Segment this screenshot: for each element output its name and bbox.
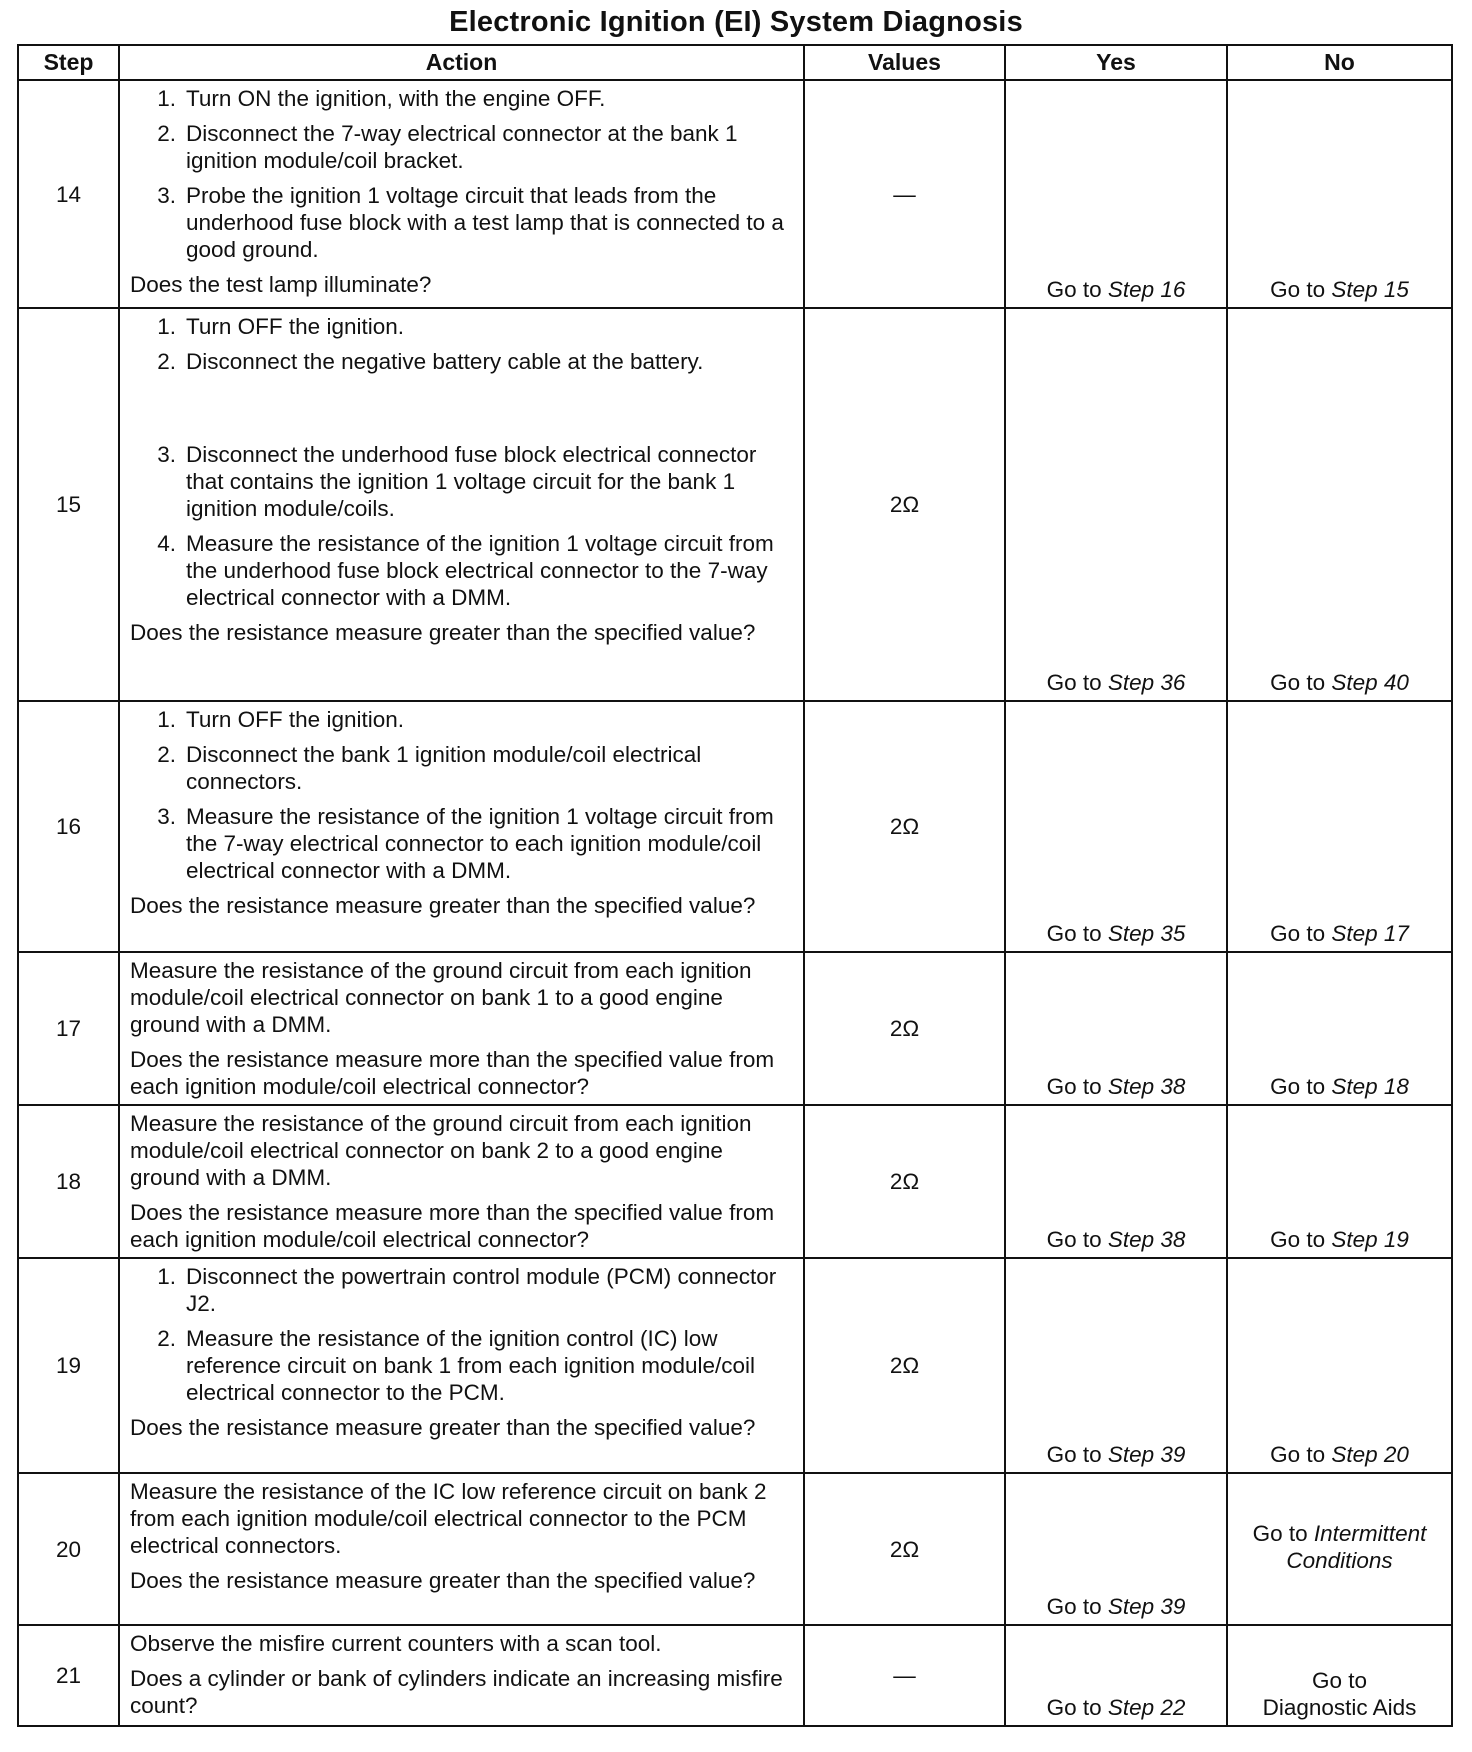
table-row xyxy=(18,1625,1452,1726)
no-cell: Go to Step 18 xyxy=(1227,952,1452,1105)
header-row xyxy=(18,45,1452,80)
action-item: 2. Disconnect the negative battery cable at the battery. xyxy=(157,349,704,374)
action-cell xyxy=(119,1473,804,1625)
action-item: 2. Measure the resistance of the ignition control (IC) low reference circuit on bank 1 from each ignition module/coil electrical connector to the PCM. xyxy=(157,1326,756,1405)
action-question: Does the resistance measure greater than the specified value? xyxy=(130,1415,756,1440)
no-cell: Go to Intermittent Conditions xyxy=(1227,1473,1452,1625)
action-cell xyxy=(119,1105,804,1258)
action-cell xyxy=(119,1625,804,1726)
action-cell xyxy=(119,701,804,952)
action-cell xyxy=(119,80,804,308)
value-cell: 2Ω xyxy=(804,308,1005,701)
action-item: 3. Measure the resistance of the ignition 1 voltage circuit from the 7-way electrical connector to each ignition module/coil electrical connector with a DMM. xyxy=(157,804,774,883)
no-cell: Go to Step 19 xyxy=(1227,1105,1452,1258)
value-cell: — xyxy=(804,80,1005,308)
value-cell: 2Ω xyxy=(804,1473,1005,1625)
value-cell: 2Ω xyxy=(804,701,1005,952)
step-number: 18 xyxy=(18,1105,119,1258)
yes-cell: Go to Step 22 xyxy=(1005,1625,1227,1726)
step-number: 15 xyxy=(18,308,119,701)
header-values: Values xyxy=(804,45,1005,80)
action-item: 1. Disconnect the powertrain control module (PCM) connector J2. xyxy=(157,1264,777,1316)
spacer xyxy=(130,383,793,433)
step-number: 16 xyxy=(18,701,119,952)
action-instruction: Measure the resistance of the IC low reference circuit on bank 2 from each ignition module/coil electrical connector to the PCM electrical connectors. xyxy=(130,1479,767,1558)
action-question: Does a cylinder or bank of cylinders indicate an increasing misfire count? xyxy=(130,1666,783,1718)
table-row xyxy=(18,1258,1452,1473)
action-question: Does the resistance measure more than the specified value from each ignition module/coil electrical connector? xyxy=(130,1200,775,1252)
action-cell xyxy=(119,952,804,1105)
yes-cell: Go to Step 38 xyxy=(1005,952,1227,1105)
yes-cell: Go to Step 36 xyxy=(1005,308,1227,701)
action-item: 1. Turn OFF the ignition. xyxy=(157,314,405,339)
action-item: 4. Measure the resistance of the ignition 1 voltage circuit from the underhood fuse block electrical connector to the 7-way electrical connector with a DMM. xyxy=(157,531,774,610)
header-yes: Yes xyxy=(1005,45,1227,80)
table-row xyxy=(18,80,1452,308)
value-cell: 2Ω xyxy=(804,1258,1005,1473)
yes-cell: Go to Step 39 xyxy=(1005,1258,1227,1473)
yes-cell: Go to Step 16 xyxy=(1005,80,1227,308)
step-number: 19 xyxy=(18,1258,119,1473)
action-instruction: Observe the misfire current counters with a scan tool. xyxy=(130,1631,662,1656)
no-cell: Go to Step 15 xyxy=(1227,80,1452,308)
action-item: 1. Turn OFF the ignition. xyxy=(157,707,405,732)
no-cell: Go to Diagnostic Aids xyxy=(1227,1625,1452,1726)
action-item: 2. Disconnect the 7-way electrical connector at the bank 1 ignition module/coil bracket. xyxy=(157,121,738,173)
action-question: Does the resistance measure greater than the specified value? xyxy=(130,893,756,918)
step-number: 17 xyxy=(18,952,119,1105)
header-no: No xyxy=(1227,45,1452,80)
header-step: Step xyxy=(18,45,119,80)
no-cell: Go to Step 20 xyxy=(1227,1258,1452,1473)
action-item: 1. Turn ON the ignition, with the engine OFF. xyxy=(157,86,606,111)
page-title: Electronic Ignition (EI) System Diagnosis xyxy=(449,6,1023,38)
value-cell: — xyxy=(804,1625,1005,1726)
step-number: 20 xyxy=(18,1473,119,1625)
header-action: Action xyxy=(119,45,804,80)
table-row xyxy=(18,701,1452,952)
table-row xyxy=(18,1105,1452,1258)
action-question: Does the resistance measure greater than the specified value? xyxy=(130,620,756,645)
action-question: Does the resistance measure more than the specified value from each ignition module/coil electrical connector? xyxy=(130,1047,775,1099)
action-item: 2. Disconnect the bank 1 ignition module/coil electrical connectors. xyxy=(157,742,702,794)
table-row xyxy=(18,952,1452,1105)
step-number: 14 xyxy=(18,80,119,308)
yes-cell: Go to Step 38 xyxy=(1005,1105,1227,1258)
diagnosis-table xyxy=(17,44,1453,1727)
no-cell: Go to Step 17 xyxy=(1227,701,1452,952)
action-instruction: Measure the resistance of the ground circuit from each ignition module/coil electrical connector on bank 2 to a good engine ground with a DMM. xyxy=(130,1111,752,1190)
table-row xyxy=(18,1473,1452,1625)
action-cell xyxy=(119,308,804,701)
action-question: Does the test lamp illuminate? xyxy=(130,272,432,297)
action-cell xyxy=(119,1258,804,1473)
action-instruction: Measure the resistance of the ground circuit from each ignition module/coil electrical connector on bank 1 to a good engine ground with a DMM. xyxy=(130,958,752,1037)
yes-cell: Go to Step 39 xyxy=(1005,1473,1227,1625)
yes-cell: Go to Step 35 xyxy=(1005,701,1227,952)
action-question: Does the resistance measure greater than the specified value? xyxy=(130,1568,756,1593)
action-item: 3. Probe the ignition 1 voltage circuit that leads from the underhood fuse block with a test lamp that is connected to a good ground. xyxy=(157,183,784,262)
value-cell: 2Ω xyxy=(804,1105,1005,1258)
action-item: 3. Disconnect the underhood fuse block electrical connector that contains the ignition 1 voltage circuit for the bank 1 ignition module/coils. xyxy=(157,442,757,521)
table-row xyxy=(18,308,1452,701)
step-number: 21 xyxy=(18,1625,119,1726)
no-cell: Go to Step 40 xyxy=(1227,308,1452,701)
value-cell: 2Ω xyxy=(804,952,1005,1105)
